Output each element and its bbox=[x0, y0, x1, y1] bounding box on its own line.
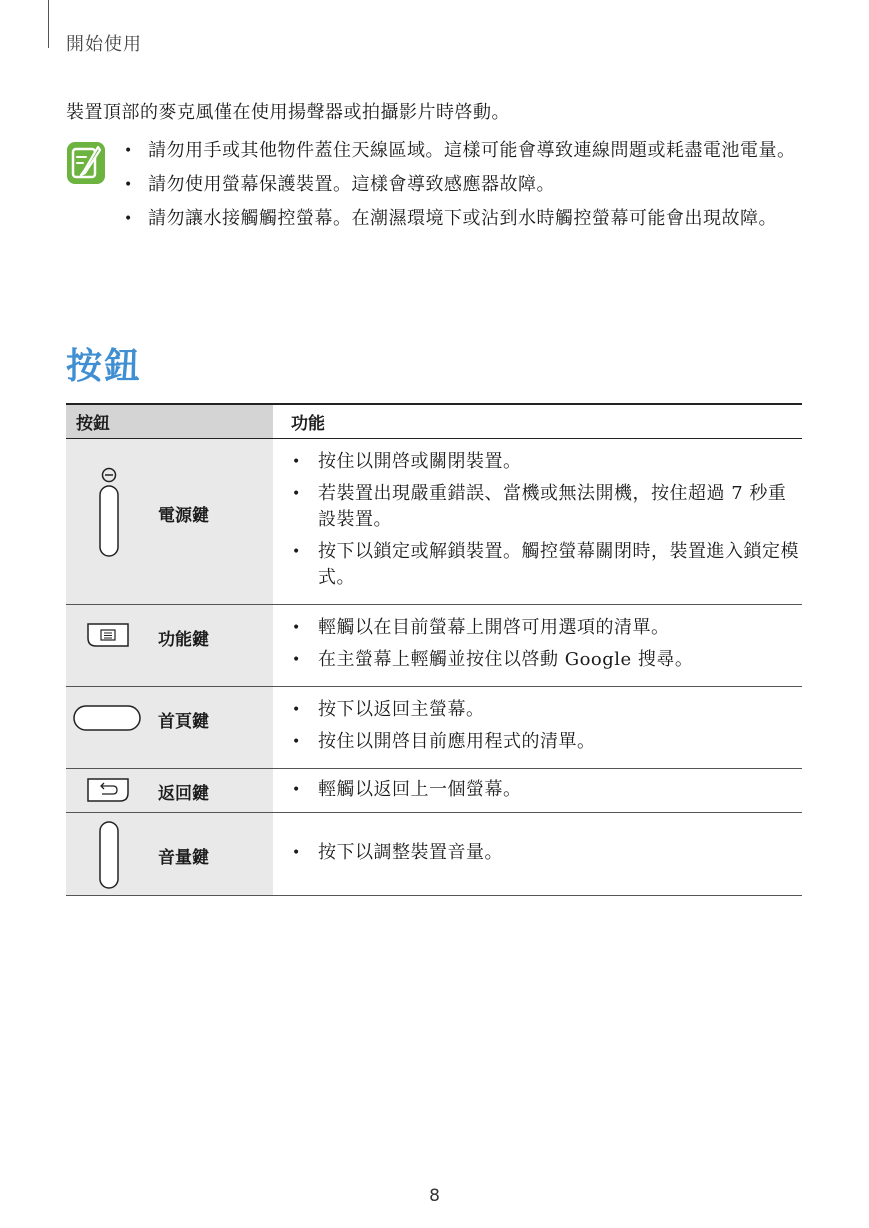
header-label: 開始使用 bbox=[66, 34, 142, 55]
key-name: 返回鍵 bbox=[158, 784, 209, 804]
function-list bbox=[274, 770, 801, 811]
header-rule bbox=[48, 0, 49, 48]
function-list bbox=[274, 688, 801, 767]
page-number: 8 bbox=[429, 1186, 440, 1206]
table-row bbox=[66, 769, 802, 813]
function-item: • 按下以鎖定或解鎖裝置。觸控螢幕關閉時，裝置進入鎖定模式。 bbox=[292, 539, 801, 591]
function-item: • 輕觸以在目前螢幕上開啓可用選項的清單。 bbox=[292, 615, 801, 641]
function-item: • 按住以開啓目前應用程式的清單。 bbox=[292, 729, 801, 755]
function-item: • 若裝置出現嚴重錯誤、當機或無法開機，按住超過 7 秒重設裝置。 bbox=[292, 481, 801, 533]
table-row bbox=[66, 687, 802, 769]
key-name: 音量鍵 bbox=[158, 848, 209, 868]
header-function: 功能 bbox=[273, 404, 802, 439]
key-name: 首頁鍵 bbox=[158, 712, 209, 732]
key-cell bbox=[66, 605, 273, 687]
note-block bbox=[66, 137, 806, 239]
header-button: 按鈕 bbox=[66, 404, 273, 439]
function-cell bbox=[273, 439, 802, 605]
function-cell bbox=[273, 769, 802, 813]
table-row bbox=[66, 813, 802, 896]
function-item: • 按下以調整裝置音量。 bbox=[292, 840, 801, 866]
note-list bbox=[66, 137, 806, 233]
note-item: • 請勿用手或其他物件蓋住天線區域。這樣可能會導致連線問題或耗盡電池電量。 bbox=[124, 137, 806, 165]
note-item: • 請勿讓水接觸觸控螢幕。在潮濕環境下或沾到水時觸控螢幕可能會出現故障。 bbox=[124, 205, 806, 233]
function-list bbox=[274, 440, 801, 603]
function-cell bbox=[273, 605, 802, 687]
function-cell bbox=[273, 687, 802, 769]
function-item: • 按下以返回主螢幕。 bbox=[292, 697, 801, 723]
function-item: • 在主螢幕上輕觸並按住以啓動 Google 搜尋。 bbox=[292, 647, 801, 673]
back-key-icon bbox=[86, 777, 130, 803]
key-name: 功能鍵 bbox=[158, 630, 209, 650]
table-row bbox=[66, 605, 802, 687]
volume-key-icon bbox=[98, 820, 120, 890]
note-pencil-icon bbox=[66, 141, 106, 185]
intro-text: 裝置頂部的麥克風僅在使用揚聲器或拍攝影片時啓動。 bbox=[66, 102, 510, 123]
buttons-table bbox=[66, 403, 802, 896]
section-title: 按鈕 bbox=[66, 346, 143, 387]
power-key-icon bbox=[98, 466, 120, 558]
function-cell bbox=[273, 813, 802, 896]
key-name: 電源鍵 bbox=[158, 506, 209, 526]
table-row bbox=[66, 439, 802, 605]
key-cell bbox=[66, 769, 273, 813]
table-header-row bbox=[66, 404, 802, 439]
key-cell bbox=[66, 439, 273, 605]
key-cell bbox=[66, 813, 273, 896]
function-list bbox=[274, 831, 801, 878]
home-key-icon bbox=[72, 704, 142, 732]
key-cell bbox=[66, 687, 273, 769]
menu-key-icon bbox=[86, 622, 130, 648]
note-item: • 請勿使用螢幕保護裝置。這樣會導致感應器故障。 bbox=[124, 171, 806, 199]
function-item: • 按住以開啓或關閉裝置。 bbox=[292, 449, 801, 475]
function-item: • 輕觸以返回上一個螢幕。 bbox=[292, 777, 801, 803]
function-list bbox=[274, 606, 801, 685]
